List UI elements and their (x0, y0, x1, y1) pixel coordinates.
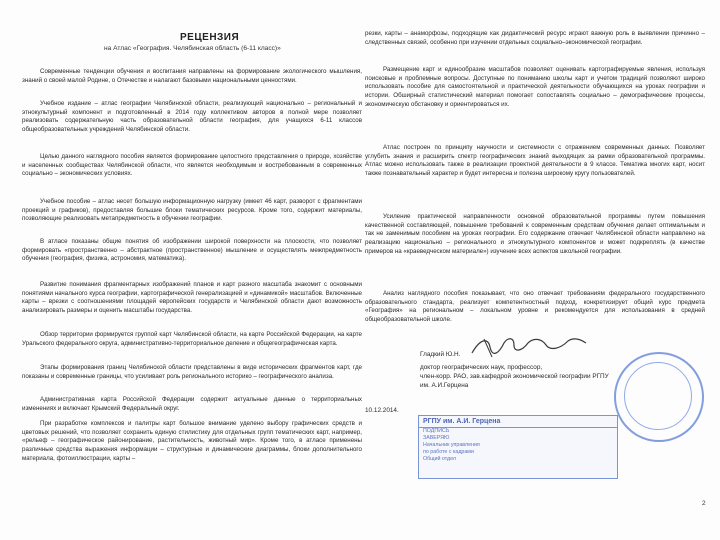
signatory-name: Гладкий Ю.Н. (420, 351, 461, 358)
stamp-header: РГПУ им. А.И. Герцена (419, 416, 617, 428)
stamp-line: Начальник управления (423, 442, 480, 448)
stamp-line: ЗАВЕРЯЮ (423, 435, 450, 441)
paragraph: Развитие понимания фрагментарных изображений планов и карт разного масштаба знакомит с основными понятиями начального курса географии, картографической генерализацией и «динамикой» масштабов. Включенные карты – врезки с соотношениями площадей европейских государств и Челябинской области дают возможность анализировать размеры и оценить масштабы государства. (22, 281, 362, 315)
signatory-position: член-корр. РАО, зав.кафедрой экономической географии РГПУ (420, 373, 609, 380)
paragraph: Административная карта Российской Федерации содержит актуальные данные о территориальных изменениях и включает Крымский Федеральный округ. (22, 396, 362, 412)
certification-stamp (418, 415, 618, 479)
paragraph: Анализ наглядного пособия показывает, что оно отвечает требованиям федерального государственного образовательного стандарта, реализует компетентностный подход, конкретизирует общий курс предмета «География» на региональном – локальном уровне и рекомендуется для использования в средней общеобразовательной школе. (365, 290, 705, 324)
signatory-position: им. А.И.Герцена (420, 382, 469, 389)
document-title: РЕЦЕНЗИЯ (180, 32, 240, 43)
paragraph: При разработке комплексов и палитры карт большое внимание уделено выбору графических средств и цветовых решений, что позволяет сохранить единую стилистику для отдельных групп тематических карт, например, «рельеф – географическое районирование, растительность, животный мир». Кроме того, в атласе применены различные средства выражения информации – структурные и динамические диаграммы, блоки дополнительного материала, фотоиллюстрации, карты – (22, 420, 362, 462)
paragraph: В атласе показаны общие понятия об изображении широкой поверхности на плоскости, что позволяет формировать «пространственно – абстрактное (пространственное) мышление и осуществлять межпредметность обучения (география, физика, астрономия, математика). (22, 238, 362, 263)
paragraph: Учебное издание – атлас географии Челябинской области, реализующий национально – региональный и этнокультурный компонент и подготовленный в 2014 году коллективом авторов в полной мере позволяет реализовать содержательную часть образовательной области география, для учащихся 6-11 классов общеобразовательных учреждений Челябинской области. (22, 100, 362, 134)
stamp-line: по работе с кадрами (423, 449, 474, 455)
paragraph: Обзор территории формируется группой карт Челябинской области, на карте Российской Федерации, на карте Уральского федерального округа, административно-территориальное деление и общегеографическая карта. (22, 331, 362, 347)
round-seal (614, 352, 704, 442)
stamp-line: Общий отдел (423, 456, 456, 462)
paragraph: Целью данного наглядного пособия является формирование целостного представления о природе, хозяйстве и населенных сообществах Челябинской области, что является необходимым и востребованным в современных социально – экономических условиях. (22, 153, 362, 178)
paragraph: Учебное пособие – атлас несет большую информационную нагрузку (имеет 46 карт, разворот с фрагментами проекций и графиков), предоставляя большие блоки тематических ресурсов. Кроме того, содержит материалы, позволяющие реализовать метапредметность в обучении географии. (22, 198, 362, 223)
paragraph: резки, карты – анаморфозы, подходящие как дидактический ресурс играют важную роль в выявлении причинно – следственных связей, особенно при изучении отдельных социально–экономической географии. (365, 30, 705, 46)
handwritten-signature (470, 333, 590, 361)
review-date: 10.12.2014. (365, 407, 399, 414)
signatory-position: доктор географических наук, профессор, (420, 364, 543, 371)
paragraph: Размещение карт и единообразие масштабов позволяет оценивать картографируемые явления, используя поисковые и проблемные вопросы. Доступные по пониманию школы карт и учетом традиций позволяют широко использовать пособие для самостоятельной и практической деятельности обучающихся на уроках географии и истории. Обширный статистический материал помогает сопоставлять социально – демографические процессы, экономическую обстановку и ориентироваться их. (365, 66, 705, 108)
stamp-line: ПОДПИСЬ (423, 428, 450, 434)
paragraph: Современные тенденции обучения и воспитания направлены на формирование экологического мышления, знаний о своей малой Родине, о Отечестве и налагают базовыми национальными ценностями. (22, 68, 362, 84)
paragraph: Этапы формирования границ Челябинской области представлены в виде исторических фрагментов карт, где показаны и современные границы, что усиливает роль регионального историко – географического анализа. (22, 364, 362, 380)
document-subtitle: на Атлас «География. Челябинская область (6-11 класс)» (104, 45, 281, 52)
paragraph: Атлас построен по принципу научности и системности с отражением современных данных. Позволяет углубить знания и расширить спектр географических знаний выходящих за рамки образовательной программы. Атлас можно использовать также в реализации проектной деятельности в 9 классе. Тематика многих карт, носит также познавательный характер и будет интересна и полезна широкому кругу пользователей. (365, 144, 705, 178)
paragraph: Усиление практической направленности основной образовательной программы путем повышения качественной составляющей, повышение требований к современным средствам обучения делает оптимальным и так не заменимым пособием на уроках географии. Его содержание отвечает Челябинской области направлено на реализацию национально – регионального и этнокультурного компонентов и может подкреплять (в качестве примеров на «краеведческом материале») изучение всех аспектов школьной географии. (365, 213, 705, 255)
page-number: 2 (702, 500, 706, 507)
